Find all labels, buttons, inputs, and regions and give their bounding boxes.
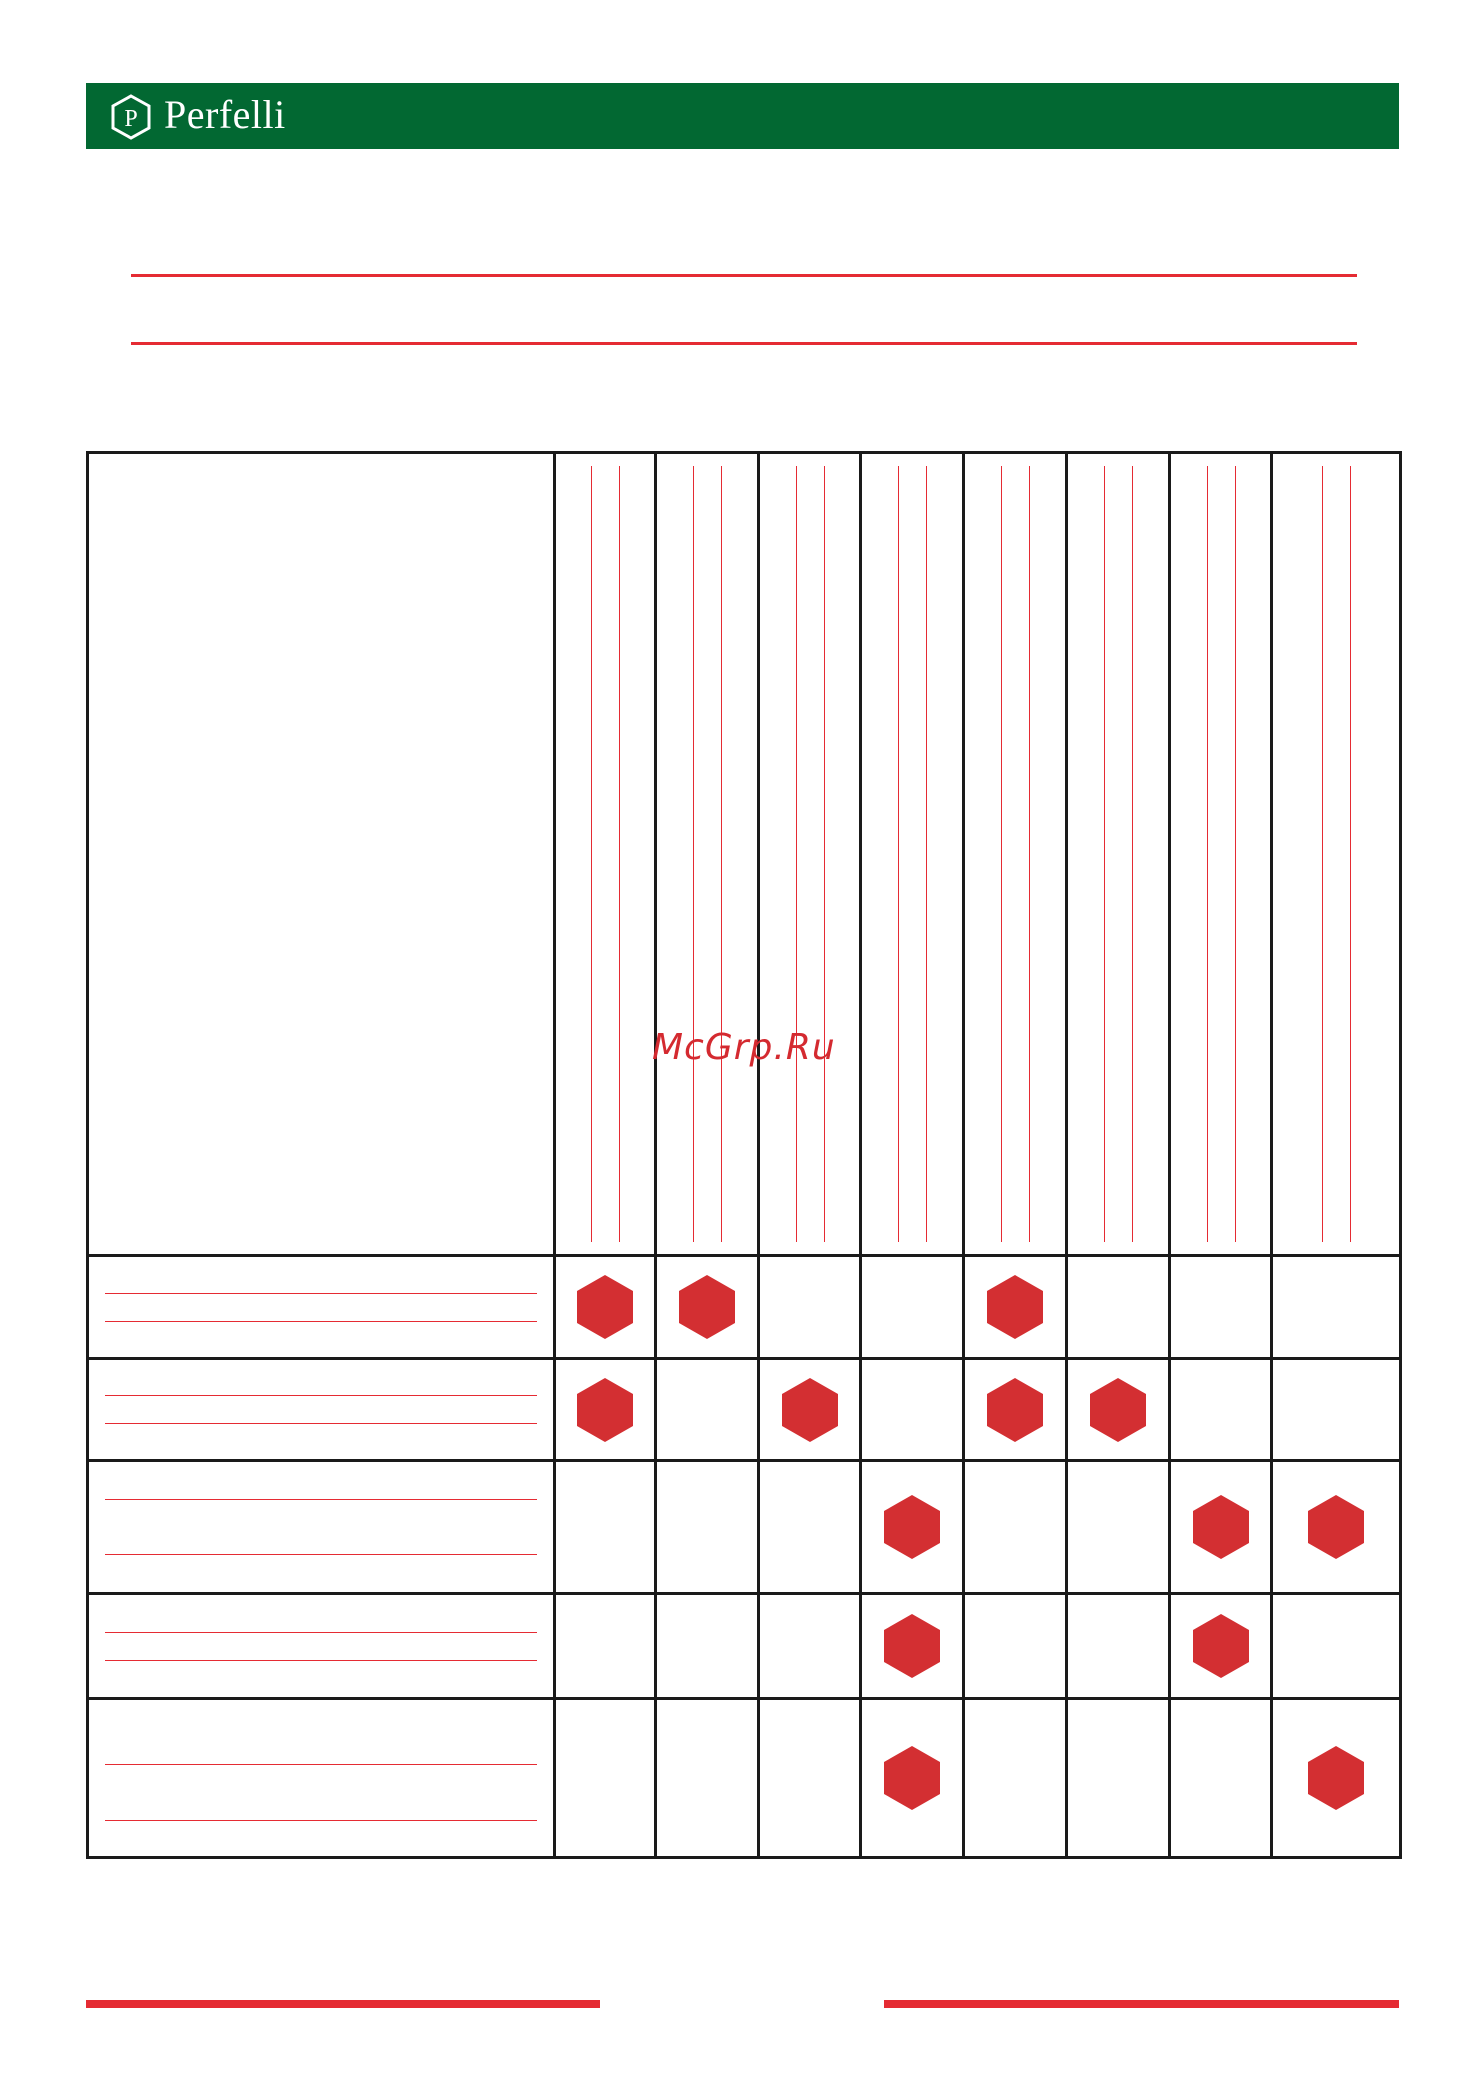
column-header	[759, 453, 861, 1256]
column-header	[861, 453, 964, 1256]
title-line-1	[131, 274, 1357, 277]
table-row	[88, 1359, 1401, 1461]
column-header	[656, 453, 759, 1256]
matrix-cell	[964, 1461, 1067, 1594]
matrix-cell	[656, 1594, 759, 1699]
matrix-cell	[1170, 1461, 1272, 1594]
matrix-cell	[1272, 1256, 1401, 1359]
matrix-cell	[656, 1461, 759, 1594]
column-header	[964, 453, 1067, 1256]
column-header	[1170, 453, 1272, 1256]
hexagon-marker-icon	[985, 1274, 1045, 1340]
row-label-cell	[88, 1256, 555, 1359]
logo-letter: P	[124, 106, 138, 132]
matrix-cell	[1170, 1699, 1272, 1858]
matrix-cell	[1067, 1256, 1170, 1359]
matrix-cell	[964, 1594, 1067, 1699]
matrix-cell	[964, 1699, 1067, 1858]
matrix-cell	[1067, 1594, 1170, 1699]
matrix-cell	[759, 1461, 861, 1594]
matrix-cell	[1067, 1359, 1170, 1461]
watermark: McGrp.Ru	[652, 1027, 836, 1068]
hexagon-marker-icon	[780, 1377, 840, 1443]
table-row	[88, 1594, 1401, 1699]
title-line-2	[131, 342, 1357, 345]
matrix-cell	[759, 1699, 861, 1858]
matrix-cell	[759, 1256, 861, 1359]
matrix-cell	[1170, 1594, 1272, 1699]
matrix-cell	[656, 1359, 759, 1461]
matrix-cell	[861, 1594, 964, 1699]
matrix-cell	[861, 1699, 964, 1858]
footer-line-left	[86, 2000, 600, 2008]
matrix-cell	[1067, 1699, 1170, 1858]
footer-line-right	[884, 2000, 1399, 2008]
matrix-cell	[1272, 1699, 1401, 1858]
matrix-cell	[964, 1256, 1067, 1359]
matrix-cell	[1272, 1461, 1401, 1594]
matrix-cell	[1272, 1359, 1401, 1461]
table-row	[88, 1256, 1401, 1359]
matrix-cell	[861, 1256, 964, 1359]
hexagon-marker-icon	[575, 1377, 635, 1443]
column-header	[1067, 453, 1170, 1256]
hexagon-marker-icon	[677, 1274, 737, 1340]
matrix-cell	[759, 1594, 861, 1699]
hexagon-marker-icon	[1306, 1745, 1366, 1811]
matrix-cell	[656, 1699, 759, 1858]
matrix-cell	[555, 1461, 656, 1594]
matrix-cell	[1170, 1359, 1272, 1461]
hexagon-marker-icon	[1088, 1377, 1148, 1443]
matrix-cell	[1272, 1594, 1401, 1699]
hexagon-marker-icon	[575, 1274, 635, 1340]
hexagon-marker-icon	[882, 1745, 942, 1811]
row-label-cell	[88, 1359, 555, 1461]
matrix-cell	[656, 1256, 759, 1359]
hexagon-marker-icon	[1191, 1613, 1251, 1679]
row-label-cell	[88, 1461, 555, 1594]
perfelli-logo-icon	[110, 94, 152, 140]
hexagon-marker-icon	[985, 1377, 1045, 1443]
compatibility-table	[86, 451, 1402, 1859]
header-bar	[86, 83, 1399, 149]
matrix-cell	[555, 1256, 656, 1359]
table-row	[88, 1699, 1401, 1858]
matrix-cell	[555, 1359, 656, 1461]
matrix-cell	[555, 1594, 656, 1699]
matrix-cell	[555, 1699, 656, 1858]
matrix-cell	[964, 1359, 1067, 1461]
matrix-cell	[861, 1461, 964, 1594]
hexagon-marker-icon	[882, 1613, 942, 1679]
header-label-cell	[88, 453, 555, 1256]
matrix-cell	[759, 1359, 861, 1461]
row-label-cell	[88, 1594, 555, 1699]
column-header	[555, 453, 656, 1256]
table-row	[88, 1461, 1401, 1594]
matrix-cell	[1067, 1461, 1170, 1594]
hexagon-marker-icon	[1306, 1494, 1366, 1560]
table-header-row	[88, 453, 1401, 1256]
matrix-cell	[1170, 1256, 1272, 1359]
hexagon-marker-icon	[1191, 1494, 1251, 1560]
row-label-cell	[88, 1699, 555, 1858]
brand-name: Perfelli	[164, 92, 286, 137]
matrix-cell	[861, 1359, 964, 1461]
hexagon-marker-icon	[882, 1494, 942, 1560]
column-header	[1272, 453, 1401, 1256]
